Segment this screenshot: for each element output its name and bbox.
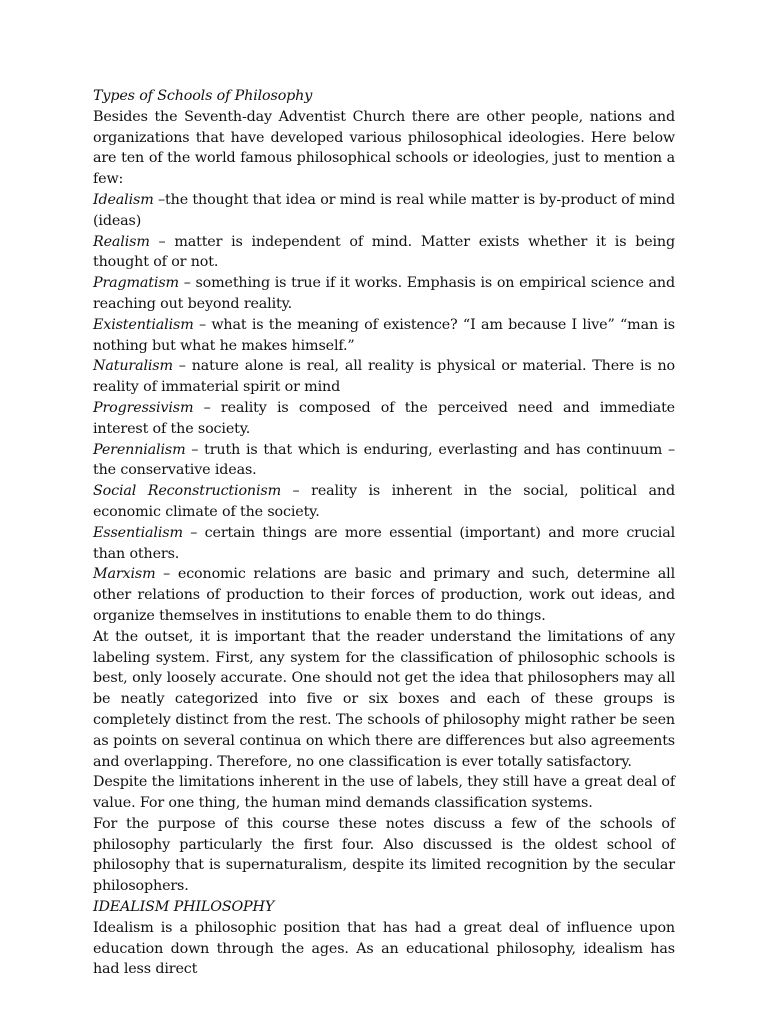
school-term: Marxism xyxy=(93,566,156,583)
school-item-existentialism xyxy=(93,315,675,357)
school-definition: – truth is that which is enduring, everlasting and has continuum – the conservative ideas. xyxy=(93,441,675,479)
school-term: Progressivism xyxy=(93,399,194,416)
school-item-marxism xyxy=(93,564,675,626)
section-heading: Types of Schools of Philosophy xyxy=(93,88,313,104)
schools-list xyxy=(93,190,675,627)
school-term: Pragmatism xyxy=(93,275,179,292)
school-definition: – matter is independent of mind. Matter exists whether it is being thought of or not. xyxy=(93,233,675,271)
document-page xyxy=(93,86,675,980)
school-item-essentialism xyxy=(93,523,675,565)
labeling-limitations-paragraph: At the outset, it is important that the reader understand the limitations of any labeling system. First, any system for the classification of philosophic schools is best, only loosely accurate. One should not get the idea that philosophers may all be neatly categorized into five or six boxes and each of these groups is completely distinct from the rest. The schools of philosophy might rather be seen as points on several continua on which there are differences but also agreements and overlapping. Therefore, no one classification is ever totally satisfactory. xyxy=(93,628,675,770)
school-term: Idealism xyxy=(93,191,154,208)
school-term: Realism xyxy=(93,233,150,250)
school-term: Social Reconstructionism xyxy=(93,483,281,500)
school-term: Existentialism xyxy=(93,316,194,333)
school-item-perennialism xyxy=(93,440,675,482)
school-definition: – certain things are more essential (important) and more crucial than others. xyxy=(93,524,675,562)
school-term: Essentialism xyxy=(93,524,183,541)
school-item-idealism xyxy=(93,190,675,232)
school-definition: – something is true if it works. Emphasis is on empirical science and reaching out beyond reality. xyxy=(93,275,675,312)
labels-value-paragraph: Despite the limitations inherent in the use of labels, they still have a great deal of value. For one thing, the human mind demands classification systems. xyxy=(93,774,675,812)
school-item-pragmatism xyxy=(93,273,675,315)
intro-paragraph: Besides the Seventh-day Adventist Church there are other people, nations and organizations that have developed various philosophical ideologies. Here below are ten of the world famous philosophical schools or ideologies, just to mention a few: xyxy=(93,108,675,188)
school-item-social-reconstructionism xyxy=(93,481,675,523)
school-term: Perennialism xyxy=(93,441,186,458)
school-item-naturalism xyxy=(93,356,675,398)
school-definition: – reality is composed of the perceived need and immediate interest of the society. xyxy=(93,399,675,437)
idealism-paragraph: Idealism is a philosophic position that has had a great deal of influence upon education down through the ages. As an educational philosophy, idealism has had less direct xyxy=(93,919,675,978)
school-definition: –the thought that idea or mind is real while matter is by-product of mind (ideas) xyxy=(93,191,675,229)
school-term: Naturalism xyxy=(93,358,173,375)
school-definition: – nature alone is real, all reality is physical or material. There is no reality of immaterial spirit or mind xyxy=(93,358,675,396)
school-definition: – what is the meaning of existence? “I am because I live” “man is nothing but what he makes himself.” xyxy=(93,316,675,354)
school-definition: – economic relations are basic and primary and such, determine all other relations of production to their forces of production, work out ideas, and organize themselves in institutions to enable them to do things. xyxy=(93,566,675,624)
course-purpose-paragraph: For the purpose of this course these notes discuss a few of the schools of philosophy particularly the first four. Also discussed is the oldest school of philosophy that is supernaturalism, despite its limited recognition by the secular philosophers. xyxy=(93,815,675,895)
school-item-progressivism xyxy=(93,398,675,440)
idealism-heading: IDEALISM PHILOSOPHY xyxy=(93,899,275,916)
school-item-realism xyxy=(93,232,675,274)
school-definition: – reality is inherent in the social, political and economic climate of the society. xyxy=(93,483,675,520)
